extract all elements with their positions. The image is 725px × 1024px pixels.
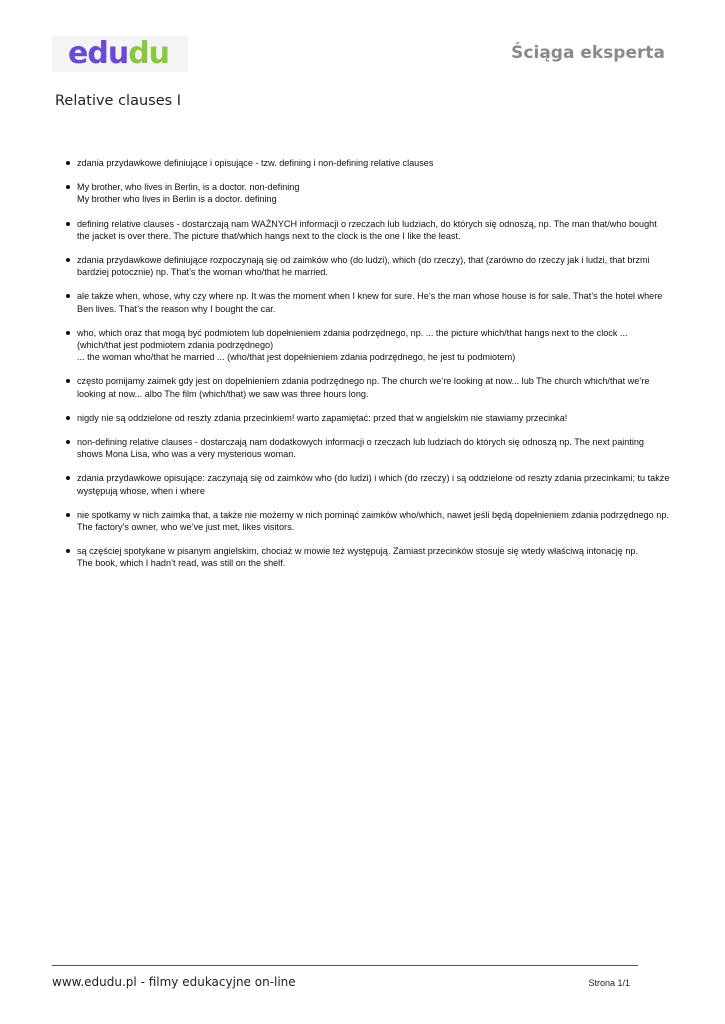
list-item [66, 290, 671, 314]
footer-divider [52, 965, 638, 966]
bullet-icon [66, 440, 70, 444]
list-item [66, 157, 671, 169]
list-item-text: ale także when, whose, why czy where np. It was the moment when I knew for sure. He’s the man whose house is for sale. That’s the hotel where Ben lives. That’s the reason why I bought the car. [77, 291, 663, 314]
list-item-text: My brother who lives in Berlin is a doctor. defining [77, 194, 277, 205]
list-item [66, 436, 671, 460]
list-item-text: who, which oraz that mogą być podmiotem lub dopełnieniem zdania podrzędnego, np. ... the picture which/that hangs next to the clock ... (which/that jest podmiotem zdania podrzędnego) [77, 327, 628, 351]
list-item-text: nie spotkamy w nich zaimka that, a także nie możemy w nich pominąć zaimków who/which, nawet jeśli będą dopełnieniem zdania podrzędnego np. The factory’s owner, who we’ve just met, likes visitors. [77, 509, 669, 533]
page-number: Strona 1/1 [588, 978, 630, 988]
logo-text [68, 36, 169, 72]
list-item [66, 181, 671, 205]
page-title: Relative clauses I [55, 93, 182, 109]
list-item [66, 375, 671, 399]
list-item [66, 327, 671, 364]
list-item [66, 472, 671, 496]
bullet-icon [66, 294, 70, 298]
list-item [66, 254, 671, 278]
list-item-text: defining relative clauses - dostarczają nam WAŻNYCH informacji o rzeczach lub ludziach, do których się odnoszą, np. The man that/who bought the jacket is over there. The picture that/which hangs next to the clock is the one I like the least. [77, 218, 657, 241]
logo [52, 36, 188, 72]
list-item-text: nigdy nie są oddzielone od reszty zdania przecinkiem! warto zapamiętać: przed that w angielskim nie stawiamy przecinka! [77, 412, 568, 423]
bullet-icon [66, 222, 70, 226]
list-item [66, 218, 671, 242]
list-item-text: non-defining relative clauses - dostarczają nam dodatkowych informacji o rzeczach lub ludziach do których się odnoszą np. The next painting shows Mona Lisa, who was a very mysterious woman. [77, 437, 644, 460]
list-item-text: są częściej spotykane w pisanym angielskim, chociaż w mowie też występują. Zamiast przecinków stosuje się wtedy właściwą intonację np. [77, 546, 639, 557]
bullet-icon [66, 331, 70, 335]
bullet-icon [66, 161, 70, 165]
list-item-text: ... the woman who/that he married ... (who/that jest dopełnieniem zdania podrzędnego, he jest tu podmiotem) [77, 352, 516, 363]
footer-website-link[interactable]: www.edudu.pl - filmy edukacyjne on-line [52, 975, 296, 989]
logo-part-2: du [128, 36, 170, 71]
bullet-list [66, 157, 671, 582]
bullet-icon [66, 258, 70, 262]
list-item-text: My brother, who lives in Berlin, is a doctor. non-defining [77, 182, 300, 193]
logo-part-1: edu [68, 36, 129, 71]
list-item-text: The book, which I hadn’t read, was still on the shelf. [77, 558, 286, 569]
list-item-text: często pomijamy zaimek gdy jest on dopełnieniem zdania podrzędnego np. The church we’re looking at now... lub The church which/that we’re looking at now... albo The film (which/that) we saw was three hours long. [77, 376, 650, 399]
bullet-icon [66, 379, 70, 383]
header-tagline: Ściąga eksperta [511, 43, 665, 63]
bullet-icon [66, 185, 70, 189]
bullet-icon [66, 416, 70, 420]
list-item [66, 412, 671, 424]
list-item-text: zdania przydawkowe definiujące rozpoczynają się od zaimków who (do ludzi), which (do rzeczy), that (zarówno do rzeczy jak i ludzi, that brzmi bardziej potocznie) np. That’s the woman who/that he married. [77, 255, 650, 278]
bullet-icon [66, 549, 70, 553]
list-item [66, 545, 671, 569]
list-item-text: zdania przydawkowe opisujące: zaczynają się od zaimków who (do ludzi) i which (do rzeczy) i są oddzielone od reszty zdania przecinkami; tu także występują whose, when i where [77, 473, 670, 496]
bullet-icon [66, 513, 70, 517]
list-item-text: zdania przydawkowe definiujące i opisujące - tzw. defining i non-defining relative clauses [77, 158, 434, 168]
list-item [66, 509, 671, 533]
bullet-icon [66, 476, 70, 480]
